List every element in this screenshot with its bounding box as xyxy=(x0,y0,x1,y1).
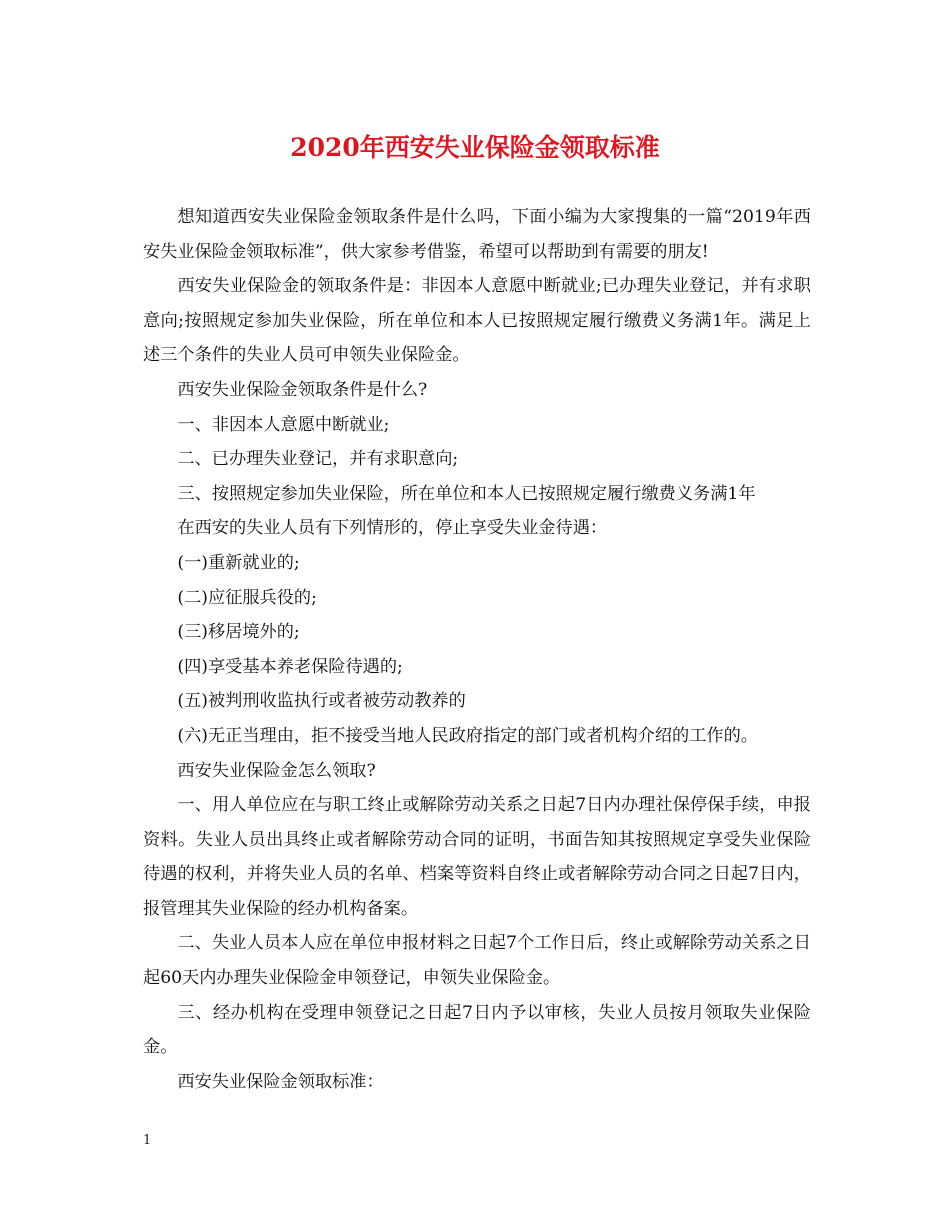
claim-step-3: 三、经办机构在受理申领登记之日起7日内予以审核，失业人员按月领取失业保险金。 xyxy=(143,1002,811,1058)
heading-standard: 西安失业保险金领取标准： xyxy=(177,1071,384,1092)
stop-item-6: (六)无正当理由，拒不接受当地人民政府指定的部门或者机构介绍的工作的。 xyxy=(177,725,758,746)
stop-item-3: (三)移居境外的; xyxy=(177,622,300,643)
condition-item-2: 二、已办理失业登记，并有求职意向; xyxy=(177,449,459,470)
stop-item-2: (二)应征服兵役的; xyxy=(177,587,317,608)
document-body xyxy=(143,200,811,1099)
claim-step-2: 二、失业人员本人应在单位申报材料之日起7个工作日后，终止或解除劳动关系之日起60天内办理失业保险金申领登记，申领失业保险金。 xyxy=(143,933,811,989)
paragraph-conditions-summary: 西安失业保险金的领取条件是：非因本人意愿中断就业;已办理失业登记，并有求职意向;按照规定参加失业保险，所在单位和本人已按照规定履行缴费义务满1年。满足上述三个条件的失业人员可申领失业保险金。 xyxy=(143,276,811,366)
condition-item-3: 三、按照规定参加失业保险，所在单位和本人已按照规定履行缴费义务满1年 xyxy=(177,483,756,504)
heading-conditions: 西安失业保险金领取条件是什么? xyxy=(177,379,428,400)
stop-item-4: (四)享受基本养老保险待遇的; xyxy=(177,656,403,677)
paragraph-stop-conditions: 在西安的失业人员有下列情形的，停止享受失业金待遇： xyxy=(177,518,608,539)
condition-item-1: 一、非因本人意愿中断就业; xyxy=(177,414,390,435)
paragraph-intro: 想知道西安失业保险金领取条件是什么吗，下面小编为大家搜集的一篇“2019年西安失业保险金领取标准”，供大家参考借鉴，希望可以帮助到有需要的朋友! xyxy=(143,207,811,262)
page-number: 1 xyxy=(143,1133,152,1148)
stop-item-5: (五)被判刑收监执行或者被劳动教养的 xyxy=(177,691,466,712)
stop-item-1: (一)重新就业的; xyxy=(177,552,300,573)
document-title: 2020年西安失业保险金领取标准 xyxy=(290,133,660,162)
heading-how-to-claim: 西安失业保险金怎么领取? xyxy=(177,760,376,781)
claim-step-1: 一、用人单位应在与职工终止或解除劳动关系之日起7日内办理社保停保手续，申报资料。失业人员出具终止或者解除劳动合同的证明，书面告知其按照规定享受失业保险待遇的权利，并将失业人员的名单、档案等资料自终止或者解除劳动合同之日起7日内，报管理其失业保险的经办机构备案。 xyxy=(143,795,811,919)
